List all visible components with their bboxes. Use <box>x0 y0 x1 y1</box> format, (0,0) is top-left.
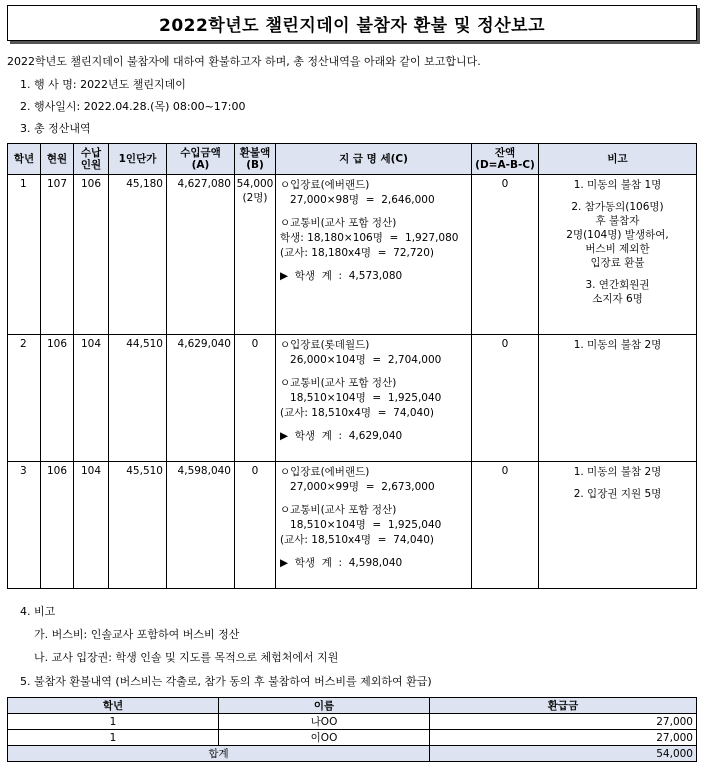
item-settlement-heading: 3. 총 정산내역 <box>20 122 91 135</box>
spacer <box>541 479 694 487</box>
title-text: 2022학년도 챌린지데이 불참자 환불 및 정산보고 <box>158 15 545 36</box>
refund-total-value: 54,000 <box>430 746 697 762</box>
refund-table <box>7 697 697 762</box>
refund-amount-cell: 27,000 <box>430 730 697 746</box>
settlement-table <box>7 143 697 589</box>
detail-line: ㅇ입장료(에버랜드) <box>280 466 370 478</box>
table-header-cell <box>8 144 41 175</box>
refund-header-row <box>8 698 697 714</box>
detail-line: ㅇ교통비(교사 포함 정산) <box>280 377 397 389</box>
spacer <box>280 261 467 269</box>
table-header-cell <box>167 144 235 175</box>
detail-line: ㅇ입장료(에버랜드) <box>280 179 370 191</box>
refund-grade-cell: 1 <box>8 730 219 746</box>
spacer <box>541 270 694 278</box>
detail-line: (교사: 18,510x4명 = 74,040) <box>280 534 435 546</box>
refund-name-cell: 이OO <box>219 730 430 746</box>
refund-name-cell: 나OO <box>219 714 430 730</box>
table-header-cell <box>109 144 167 175</box>
refund-cell <box>235 175 276 335</box>
balance-cell: 0 <box>472 175 539 335</box>
refund-amount: 0 <box>251 338 259 350</box>
grade-cell: 2 <box>8 335 41 462</box>
spacer <box>280 208 467 216</box>
detail-line: ▶ 학생 계 : 4,598,040 <box>280 557 403 569</box>
current-cell: 106 <box>41 462 74 589</box>
detail-line: ▶ 학생 계 : 4,573,080 <box>280 270 403 282</box>
payment-detail-cell <box>276 175 472 335</box>
remark-line: 버스비 제외한 <box>585 243 650 255</box>
header-label: 수납 <box>80 147 102 159</box>
payment-detail-cell <box>276 335 472 462</box>
remark-line: 후 불참자 <box>595 215 640 227</box>
item-event-date: 2. 행사일시: 2022.04.28.(목) 08:00~17:00 <box>20 100 246 113</box>
refund-row <box>8 730 697 746</box>
spacer <box>280 368 467 376</box>
header-label: (D=A-B-C) <box>475 159 535 171</box>
balance-cell: 0 <box>472 462 539 589</box>
remark-line: 3. 연간회원권 <box>585 279 650 291</box>
refund-header-cell: 이름 <box>219 698 430 714</box>
refund-header-cell: 환급금 <box>430 698 697 714</box>
remark-line: 1. 미동의 불참 2명 <box>573 466 662 478</box>
detail-line: 학생: 18,180×106명 = 1,927,080 <box>280 232 459 244</box>
current-cell: 106 <box>41 335 74 462</box>
paid-cell: 104 <box>74 335 109 462</box>
remark-bus: 가. 버스비: 인솔교사 포함하여 버스비 정산 <box>34 628 240 641</box>
detail-line: (교사: 18,510x4명 = 74,040) <box>280 407 435 419</box>
refund-heading: 5. 불참자 환불내역 (버스비는 각출로, 참가 동의 후 불참하여 버스비를 제외하여 환급) <box>20 675 432 688</box>
detail-line: ㅇ교통비(교사 포함 정산) <box>280 217 397 229</box>
remark-line: 입장료 환불 <box>590 257 645 269</box>
item-event-name: 1. 행 사 명: 2022년도 챌린지데이 <box>20 78 186 91</box>
header-label: 환불액 <box>239 147 271 159</box>
refund-grade-cell: 1 <box>8 714 219 730</box>
spacer <box>541 192 694 200</box>
detail-line: 18,510×104명 = 1,925,040 <box>280 519 442 531</box>
refund-header-cell: 학년 <box>8 698 219 714</box>
table-header-cell <box>74 144 109 175</box>
table-header-cell <box>472 144 539 175</box>
refund-row <box>8 714 697 730</box>
remark-line: 2. 참가동의(106명) <box>571 201 664 213</box>
balance-cell: 0 <box>472 335 539 462</box>
intro-text: 2022학년도 챌린지데이 불참자에 대하여 환불하고자 하며, 총 정산내역을 아래와 같이 보고합니다. <box>7 55 481 68</box>
header-label: 인원 <box>80 159 102 171</box>
remark-line: 1. 미동의 불참 2명 <box>573 339 662 351</box>
header-label: 1인단가 <box>118 153 157 165</box>
table-header-cell <box>41 144 74 175</box>
remark-cell <box>539 462 697 589</box>
remark-line: 1. 미동의 불참 1명 <box>573 179 662 191</box>
income-cell: 4,598,040 <box>167 462 235 589</box>
detail-line: ㅇ교통비(교사 포함 정산) <box>280 504 397 516</box>
detail-line: ㅇ입장료(롯데월드) <box>280 339 370 351</box>
refund-total-row <box>8 746 697 762</box>
header-label: (A) <box>191 159 210 171</box>
detail-line: 26,000×104명 = 2,704,000 <box>280 354 442 366</box>
header-label: 비고 <box>607 153 628 165</box>
spacer <box>280 548 467 556</box>
grade-cell: 1 <box>8 175 41 335</box>
spacer <box>280 495 467 503</box>
paid-cell: 104 <box>74 462 109 589</box>
header-label: (B) <box>246 159 264 171</box>
remarks-heading: 4. 비고 <box>20 605 56 618</box>
remark-teacher-ticket: 나. 교사 입장권: 학생 인솔 및 지도를 목적으로 체험처에서 지원 <box>34 651 339 664</box>
remark-cell <box>539 335 697 462</box>
detail-line: 27,000×99명 = 2,673,000 <box>280 481 435 493</box>
detail-line: ▶ 학생 계 : 4,629,040 <box>280 430 403 442</box>
refund-cell <box>235 462 276 589</box>
detail-line: 27,000×98명 = 2,646,000 <box>280 194 435 206</box>
table-header-cell <box>276 144 472 175</box>
document-title <box>7 5 697 41</box>
header-label: 지 급 명 세(C) <box>339 153 408 165</box>
unit-price-cell: 45,510 <box>109 462 167 589</box>
header-label: 잔액 <box>494 147 516 159</box>
refund-amount: 54,000 <box>236 178 274 190</box>
detail-line: 18,510×104명 = 1,925,040 <box>280 392 442 404</box>
refund-count: (2명) <box>242 192 268 204</box>
grade-cell: 3 <box>8 462 41 589</box>
spacer <box>280 421 467 429</box>
remark-line: 소지자 6명 <box>592 293 643 305</box>
unit-price-cell: 45,180 <box>109 175 167 335</box>
table-row <box>8 462 697 589</box>
header-label: 현원 <box>46 153 68 165</box>
payment-detail-cell <box>276 462 472 589</box>
refund-amount: 0 <box>251 465 259 477</box>
refund-total-label: 합계 <box>8 746 430 762</box>
detail-line: (교사: 18,180x4명 = 72,720) <box>280 247 435 259</box>
refund-cell <box>235 335 276 462</box>
table-header-cell <box>235 144 276 175</box>
header-label: 수입금액 <box>180 147 221 159</box>
remark-line: 2명(104명) 발생하여, <box>566 229 669 241</box>
table-header-cell <box>539 144 697 175</box>
remark-line: 2. 입장권 지원 5명 <box>573 488 662 500</box>
table-row <box>8 175 697 335</box>
income-cell: 4,629,040 <box>167 335 235 462</box>
refund-amount-cell: 27,000 <box>430 714 697 730</box>
settlement-header-row <box>8 144 697 175</box>
current-cell: 107 <box>41 175 74 335</box>
header-label: 학년 <box>13 153 35 165</box>
income-cell: 4,627,080 <box>167 175 235 335</box>
paid-cell: 106 <box>74 175 109 335</box>
table-row <box>8 335 697 462</box>
remark-cell <box>539 175 697 335</box>
unit-price-cell: 44,510 <box>109 335 167 462</box>
